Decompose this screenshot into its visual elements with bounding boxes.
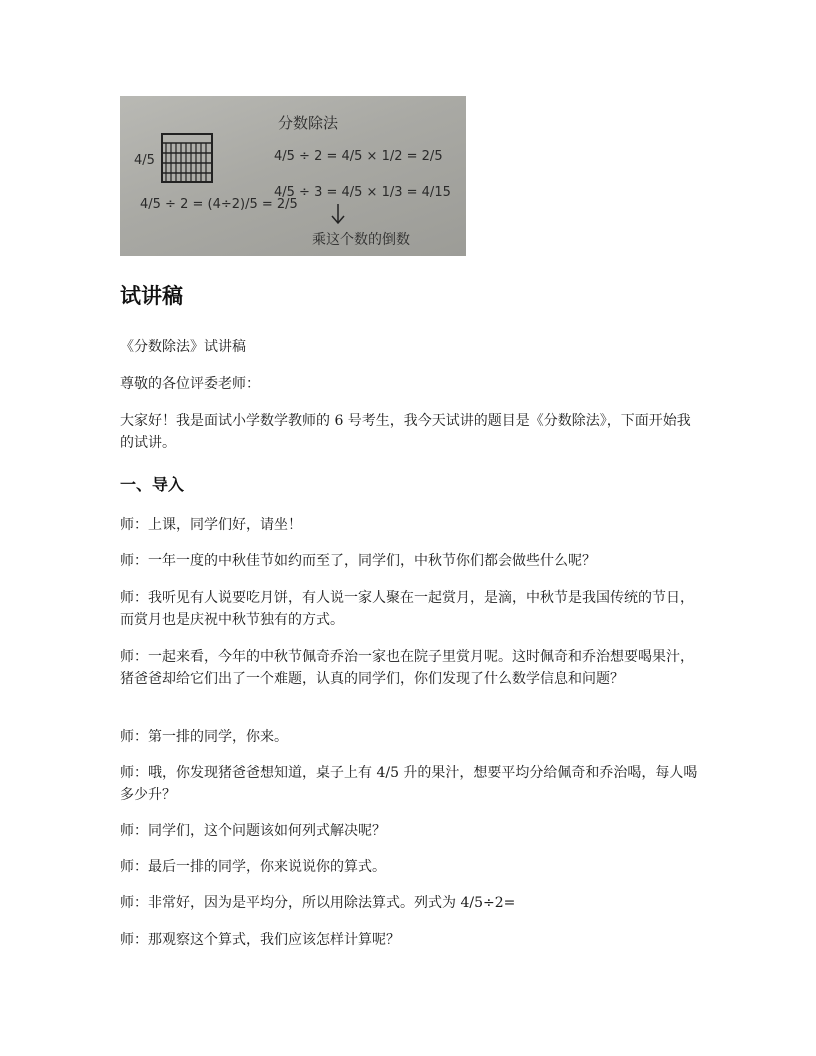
paragraph: 师：那观察这个算式，我们应该怎样计算呢？ xyxy=(120,932,400,948)
greeting-paragraph: 尊敬的各位评委老师： xyxy=(120,376,260,392)
intro-paragraph: 大家好！我是面试小学数学教师的 6 号考生，我今天试讲的题目是《分数除法》，下面开始我的试讲。 xyxy=(120,413,691,451)
photo-title: 分数除法 xyxy=(278,114,339,132)
paragraph: 师：第一排的同学，你来。 xyxy=(120,729,288,745)
paragraph: 师：一年一度的中秋佳节如约而至了，同学们，中秋节你们都会做些什么呢？ xyxy=(120,553,596,569)
paragraph: 师：上课，同学们好，请坐！ xyxy=(120,517,302,533)
paragraph: 师：最后一排的同学，你来说说你的算式。 xyxy=(120,859,386,875)
left-equation: 4/5 ÷ 2 = (4÷2)/5 = 2/5 xyxy=(140,197,298,212)
handwritten-notes-photo xyxy=(120,96,466,256)
paragraph: 师：同学们，这个问题该如何列式解决呢？ xyxy=(120,823,386,839)
document-subtitle: 《分数除法》试讲稿 xyxy=(120,339,246,355)
handwritten-notes-drawing xyxy=(120,96,466,256)
down-arrow-icon xyxy=(332,204,344,223)
fraction-grid-diagram xyxy=(162,134,212,182)
section-heading-intro: 一、导入 xyxy=(120,475,185,494)
document-heading: 试讲稿 xyxy=(120,284,183,308)
equation-1: 4/5 ÷ 2 = 4/5 × 1/2 = 2/5 xyxy=(274,149,443,164)
paragraph: 师：非常好，因为是平均分，所以用除法算式。列式为 4/5÷2= xyxy=(120,895,516,911)
reciprocal-note: 乘这个数的倒数 xyxy=(312,232,410,248)
paragraph: 师：我听见有人说要吃月饼，有人说一家人聚在一起赏月，是滴，中秋节是我国传统的节日，而赏月也是庆祝中秋节独有的方式。 xyxy=(120,590,694,628)
equation-2: 4/5 ÷ 3 = 4/5 × 1/3 = 4/15 xyxy=(274,185,451,200)
paragraph: 师：一起来看，今年的中秋节佩奇乔治一家也在院子里赏月呢。这时佩奇和乔治想要喝果汁，猪爸爸却给它们出了一个难题，认真的同学们，你们发现了什么数学信息和问题？ xyxy=(120,649,694,687)
paragraph: 师：哦，你发现猪爸爸想知道，桌子上有 4/5 升的果汁，想要平均分给佩奇和乔治喝，每人喝多少升？ xyxy=(120,765,698,803)
left-fraction-label: 4/5 xyxy=(134,153,155,168)
